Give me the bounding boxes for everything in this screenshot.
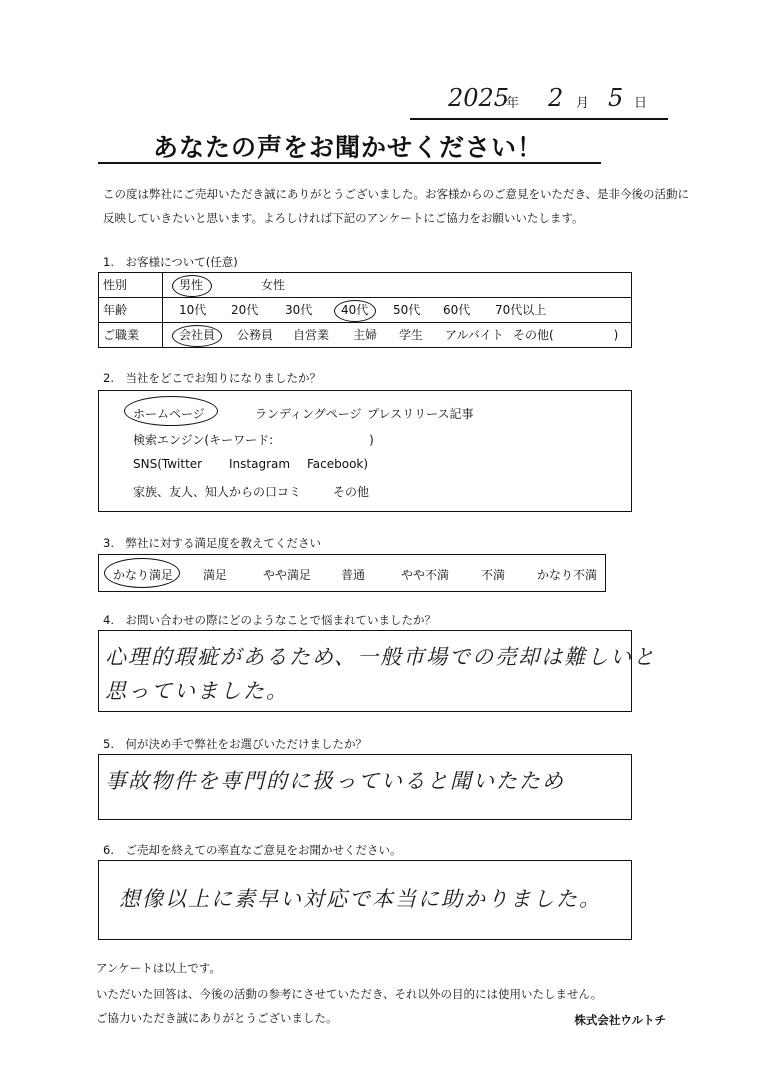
date-day: 5 (608, 84, 624, 112)
footer-line-2: いただいた回答は、今後の活動の参考にさせていただき、それ以外の目的には使用いたしません。 (96, 987, 603, 1001)
date-month-unit: 月 (576, 96, 590, 111)
q5-title: 5. 何が決め手で弊社をお選びいただけましたか？ (103, 737, 367, 751)
option-male[interactable]: 男性 (179, 278, 204, 292)
option-sns-facebook[interactable]: Facebook) (307, 457, 369, 471)
q5-answer: 事故物件を専門的に扱っていると聞いたため (105, 769, 565, 793)
date-underline (410, 118, 668, 120)
option-civil-servant[interactable]: 公務員 (237, 328, 274, 342)
q4-answer-line-2: 思っていました。 (105, 679, 289, 703)
selected-circle-40s (334, 300, 376, 322)
q1-label-occupation: ご職業 (99, 323, 163, 347)
option-student[interactable]: 学生 (399, 328, 424, 342)
option-sns-instagram[interactable]: Instagram (229, 457, 291, 471)
option-company-employee[interactable]: 会社員 (179, 328, 216, 342)
option-10s[interactable]: 10代 (179, 303, 207, 317)
option-30s[interactable]: 30代 (285, 303, 313, 317)
q4-answer-line-1: 心理的瑕疵があるため、一般市場での売却は難しいと (105, 645, 657, 669)
q1-title: 1. お客様について(任意) (103, 255, 238, 269)
date-day-unit: 日 (634, 96, 648, 111)
option-word-of-mouth[interactable]: 家族、友人、知人からの口コミ (133, 485, 302, 499)
option-homemaker[interactable]: 主婦 (353, 328, 378, 342)
q3-title: 3. 弊社に対する満足度を教えてください (103, 536, 321, 550)
q5-answer-box (98, 754, 632, 820)
option-press-release[interactable]: プレスリリース記事 (367, 407, 474, 421)
option-20s[interactable]: 20代 (231, 303, 259, 317)
option-other-source[interactable]: その他 (333, 485, 370, 499)
date-year: 2025 (448, 84, 510, 112)
q1-label-age: 年齢 (99, 298, 163, 322)
option-60s[interactable]: 60代 (443, 303, 471, 317)
footer-line-1: アンケートは以上です。 (96, 961, 221, 975)
option-female[interactable]: 女性 (261, 278, 286, 292)
q6-title: 6. ご売却を終えての率直なご意見をお聞かせください。 (103, 843, 402, 857)
intro-line-1: この度は弊社にご売却いただき誠にありがとうございました。お客様からのご意見をいただき、是非今後の活動に (103, 187, 690, 201)
q4-answer-box (98, 630, 657, 712)
option-40s[interactable]: 40代 (341, 303, 369, 317)
footer-line-3: ご協力いただき誠にありがとうございました。 (96, 1011, 338, 1025)
option-somewhat-satisfied[interactable]: やや満足 (263, 568, 312, 582)
option-dissatisfied[interactable]: 不満 (481, 568, 506, 582)
q6-answer-box (98, 860, 632, 940)
option-sns-twitter[interactable]: SNS(Twitter (133, 457, 203, 471)
option-other[interactable]: その他( ) (513, 328, 619, 342)
selected-circle-male (172, 275, 212, 297)
q4-title: 4. お問い合わせの際にどのようなことで悩まれていましたか？ (103, 613, 436, 627)
title-underline (98, 162, 601, 164)
option-70s-plus[interactable]: 70代以上 (495, 303, 547, 317)
q6-answer: 想像以上に素早い対応で本当に助かりました。 (119, 887, 602, 911)
selected-circle-very-satisfied (104, 558, 180, 588)
q2-title: 2. 当社をどこでお知りになりましたか？ (103, 371, 321, 385)
option-satisfied[interactable]: 満足 (203, 568, 228, 582)
option-very-satisfied[interactable]: かなり満足 (113, 568, 174, 582)
option-part-time[interactable]: アルバイト (445, 328, 504, 342)
date-month: 2 (548, 84, 564, 112)
option-very-dissatisfied[interactable]: かなり不満 (537, 568, 598, 582)
option-somewhat-dissatisfied[interactable]: やや不満 (401, 568, 450, 582)
date-year-unit: 年 (506, 96, 520, 111)
q1-label-gender: 性別 (99, 273, 163, 297)
option-self-employed[interactable]: 自営業 (293, 328, 330, 342)
company-name: 株式会社ウルトチ (574, 1013, 666, 1027)
option-neutral[interactable]: 普通 (341, 568, 366, 582)
option-landing-page[interactable]: ランディングページ (255, 407, 362, 421)
selected-circle-company-employee (172, 325, 222, 347)
intro-line-2: 反映していきたいと思います。よろしければ下記のアンケートにご協力をお願いいたします。 (103, 211, 584, 225)
option-50s[interactable]: 50代 (393, 303, 421, 317)
option-search-engine[interactable]: 検索エンジン(キーワード: ) (133, 433, 374, 447)
page-title: あなたの声をお聞かせください！ (152, 133, 543, 162)
option-homepage[interactable]: ホームページ (133, 407, 205, 421)
selected-circle-homepage (124, 396, 218, 426)
